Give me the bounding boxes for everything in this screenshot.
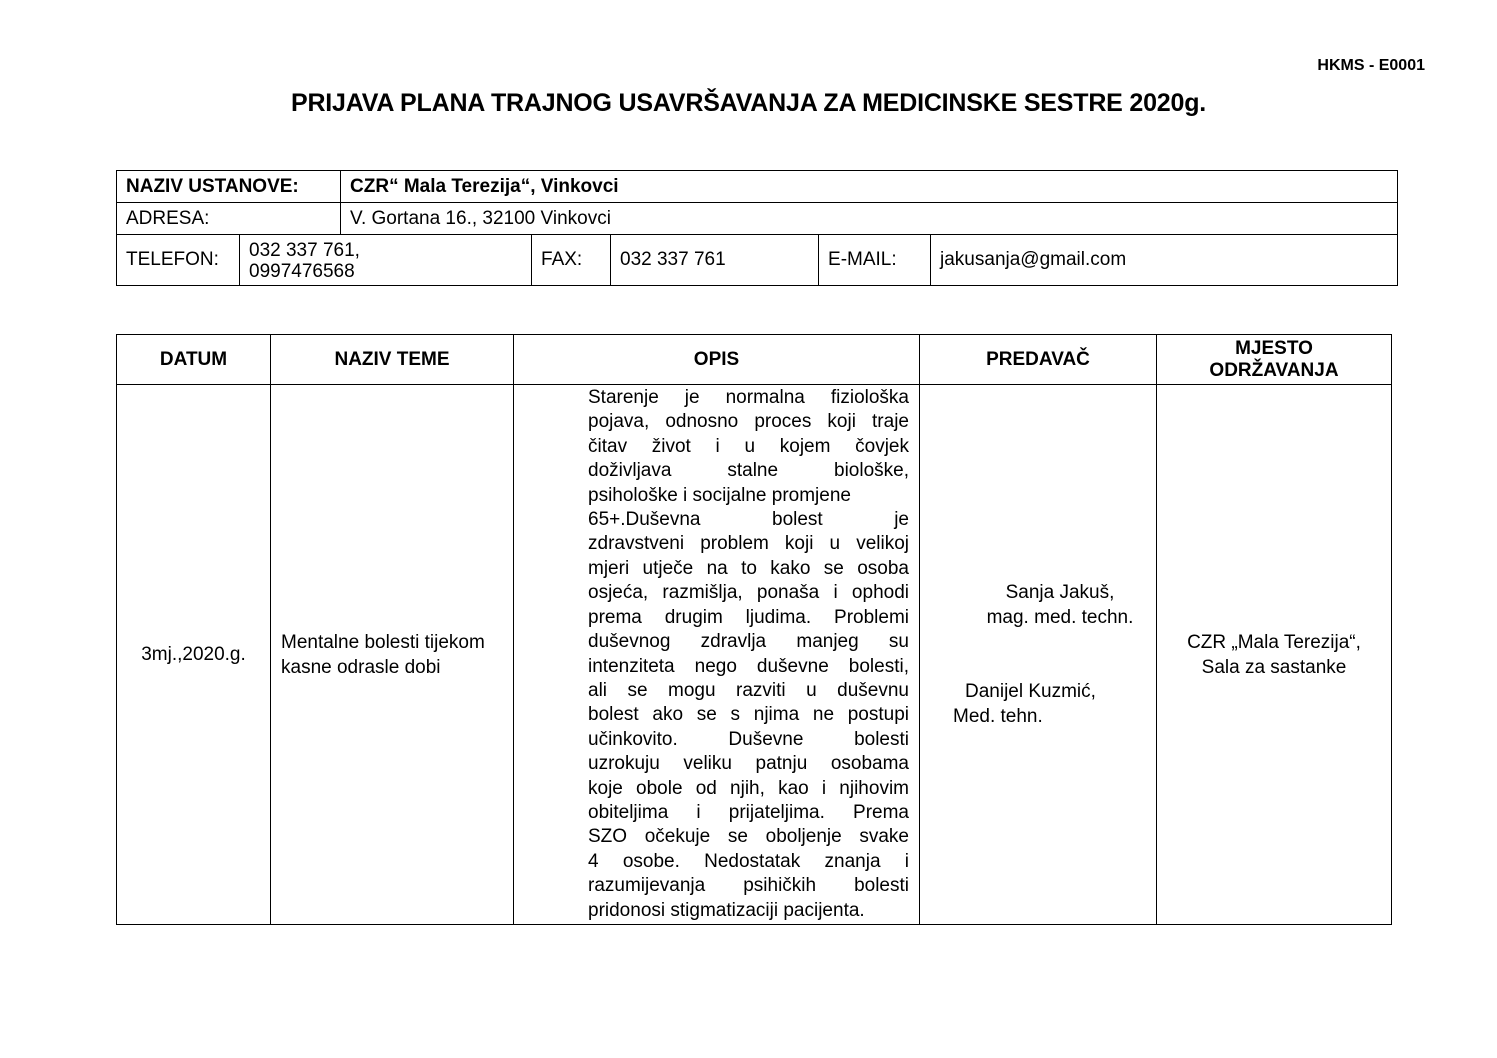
plan-description-line: uzrokuju veliku patnju osobama [588, 753, 909, 775]
plan-description [514, 385, 920, 925]
plan-description-line: učinkovito. Duševne bolesti [588, 728, 909, 750]
institution-address-row [117, 203, 1398, 235]
plan-description-line: osjeća, razmišlja, ponaša i ophodi [588, 582, 909, 604]
plan-description-line: Starenje je normalna fiziološka [588, 387, 909, 409]
phone-value-line2: 0997476568 [249, 261, 355, 282]
plan-description-line: doživljava stalne biološke, [588, 460, 909, 482]
fax-label: FAX: [532, 235, 611, 286]
header-place [1157, 335, 1392, 385]
plan-description-line: pridonosi stigmatizaciji pacijenta. [588, 899, 865, 921]
email-value: jakusanja@gmail.com [931, 235, 1398, 286]
header-description: OPIS [514, 335, 920, 385]
document-code: HKMS - E0001 [1317, 57, 1425, 74]
plan-description-text [588, 386, 909, 923]
plan-description-line: čitav život i u kojem čovjek [588, 435, 909, 457]
header-topic: NAZIV TEME [271, 335, 514, 385]
fax-value: 032 337 761 [611, 235, 819, 286]
plan-description-line: SZO očekuje se oboljenje svake [588, 826, 909, 848]
address-value: V. Gortana 16., 32100 Vinkovci [341, 203, 1398, 235]
plan-description-line: obiteljima i prijateljima. Prema [588, 801, 909, 823]
plan-description-line: ali se mogu razviti u duševnu [588, 679, 909, 701]
lecturer-2-name: Danijel Kuzmić, [965, 681, 1096, 702]
institution-name-label: NAZIV USTANOVE: [117, 171, 341, 203]
phone-value [240, 235, 532, 286]
plan-description-line: psihološke i socijalne promjene [588, 484, 851, 506]
lecturer-1 [975, 580, 1145, 630]
place-line2: Sala za sastanke [1201, 656, 1347, 678]
lecturer-2-title: Med. tehn. [953, 706, 1043, 727]
phone-label: TELEFON: [117, 235, 240, 286]
header-place-line2: ODRŽAVANJA [1209, 359, 1339, 381]
plan-description-line: razumijevanja psihičkih bolesti [588, 875, 909, 897]
plan-place [1157, 385, 1392, 925]
plan-description-line: duševnog zdravlja manjeg su [588, 631, 909, 653]
education-plan-table [116, 334, 1392, 925]
institution-name-row [117, 171, 1398, 203]
plan-description-line: mjeri utječe na to kako se osoba [588, 557, 909, 579]
plan-description-line: koje obole od njih, kao i njihovim [588, 777, 909, 799]
email-label: E-MAIL: [819, 235, 931, 286]
plan-description-line: prema drugim ljudima. Problemi [588, 606, 909, 628]
header-date: DATUM [117, 335, 271, 385]
plan-date: 3mj.,2020.g. [117, 385, 271, 925]
institution-table [116, 170, 1398, 286]
header-lecturer: PREDAVAČ [920, 335, 1157, 385]
plan-topic: Mentalne bolesti tijekom kasne odrasle dobi [271, 385, 514, 925]
plan-lecturers [920, 385, 1157, 925]
plan-description-line: pojava, odnosno proces koji traje [588, 411, 909, 433]
place-line1: CZR „Mala Terezija“, [1187, 631, 1361, 653]
institution-name-value: CZR“ Mala Terezija“, Vinkovci [341, 171, 1398, 203]
plan-header-row [117, 335, 1392, 385]
document-title: PRIJAVA PLANA TRAJNOG USAVRŠAVANJA ZA MEDICINSKE SESTRE 2020g. [290, 89, 1207, 117]
plan-row [117, 385, 1392, 925]
header-place-line1: MJESTO [1235, 337, 1313, 359]
plan-description-line: 65+.Duševna bolest je [588, 509, 909, 531]
lecturer-1-title: mag. med. techn. [986, 607, 1134, 628]
plan-description-line: bolest ako se s njima ne postupi [588, 704, 909, 726]
institution-contact-row [117, 235, 1398, 286]
plan-description-line: zdravstveni problem koji u velikoj [588, 533, 909, 555]
phone-value-line1: 032 337 761, [249, 240, 360, 261]
plan-description-line: intenziteta nego duševne bolesti, [588, 655, 909, 677]
plan-description-line: 4 osobe. Nedostatak znanja i [588, 850, 909, 872]
address-label: ADRESA: [117, 203, 341, 235]
lecturer-1-name: Sanja Jakuš, [1005, 582, 1115, 603]
lecturer-2 [953, 679, 1156, 729]
